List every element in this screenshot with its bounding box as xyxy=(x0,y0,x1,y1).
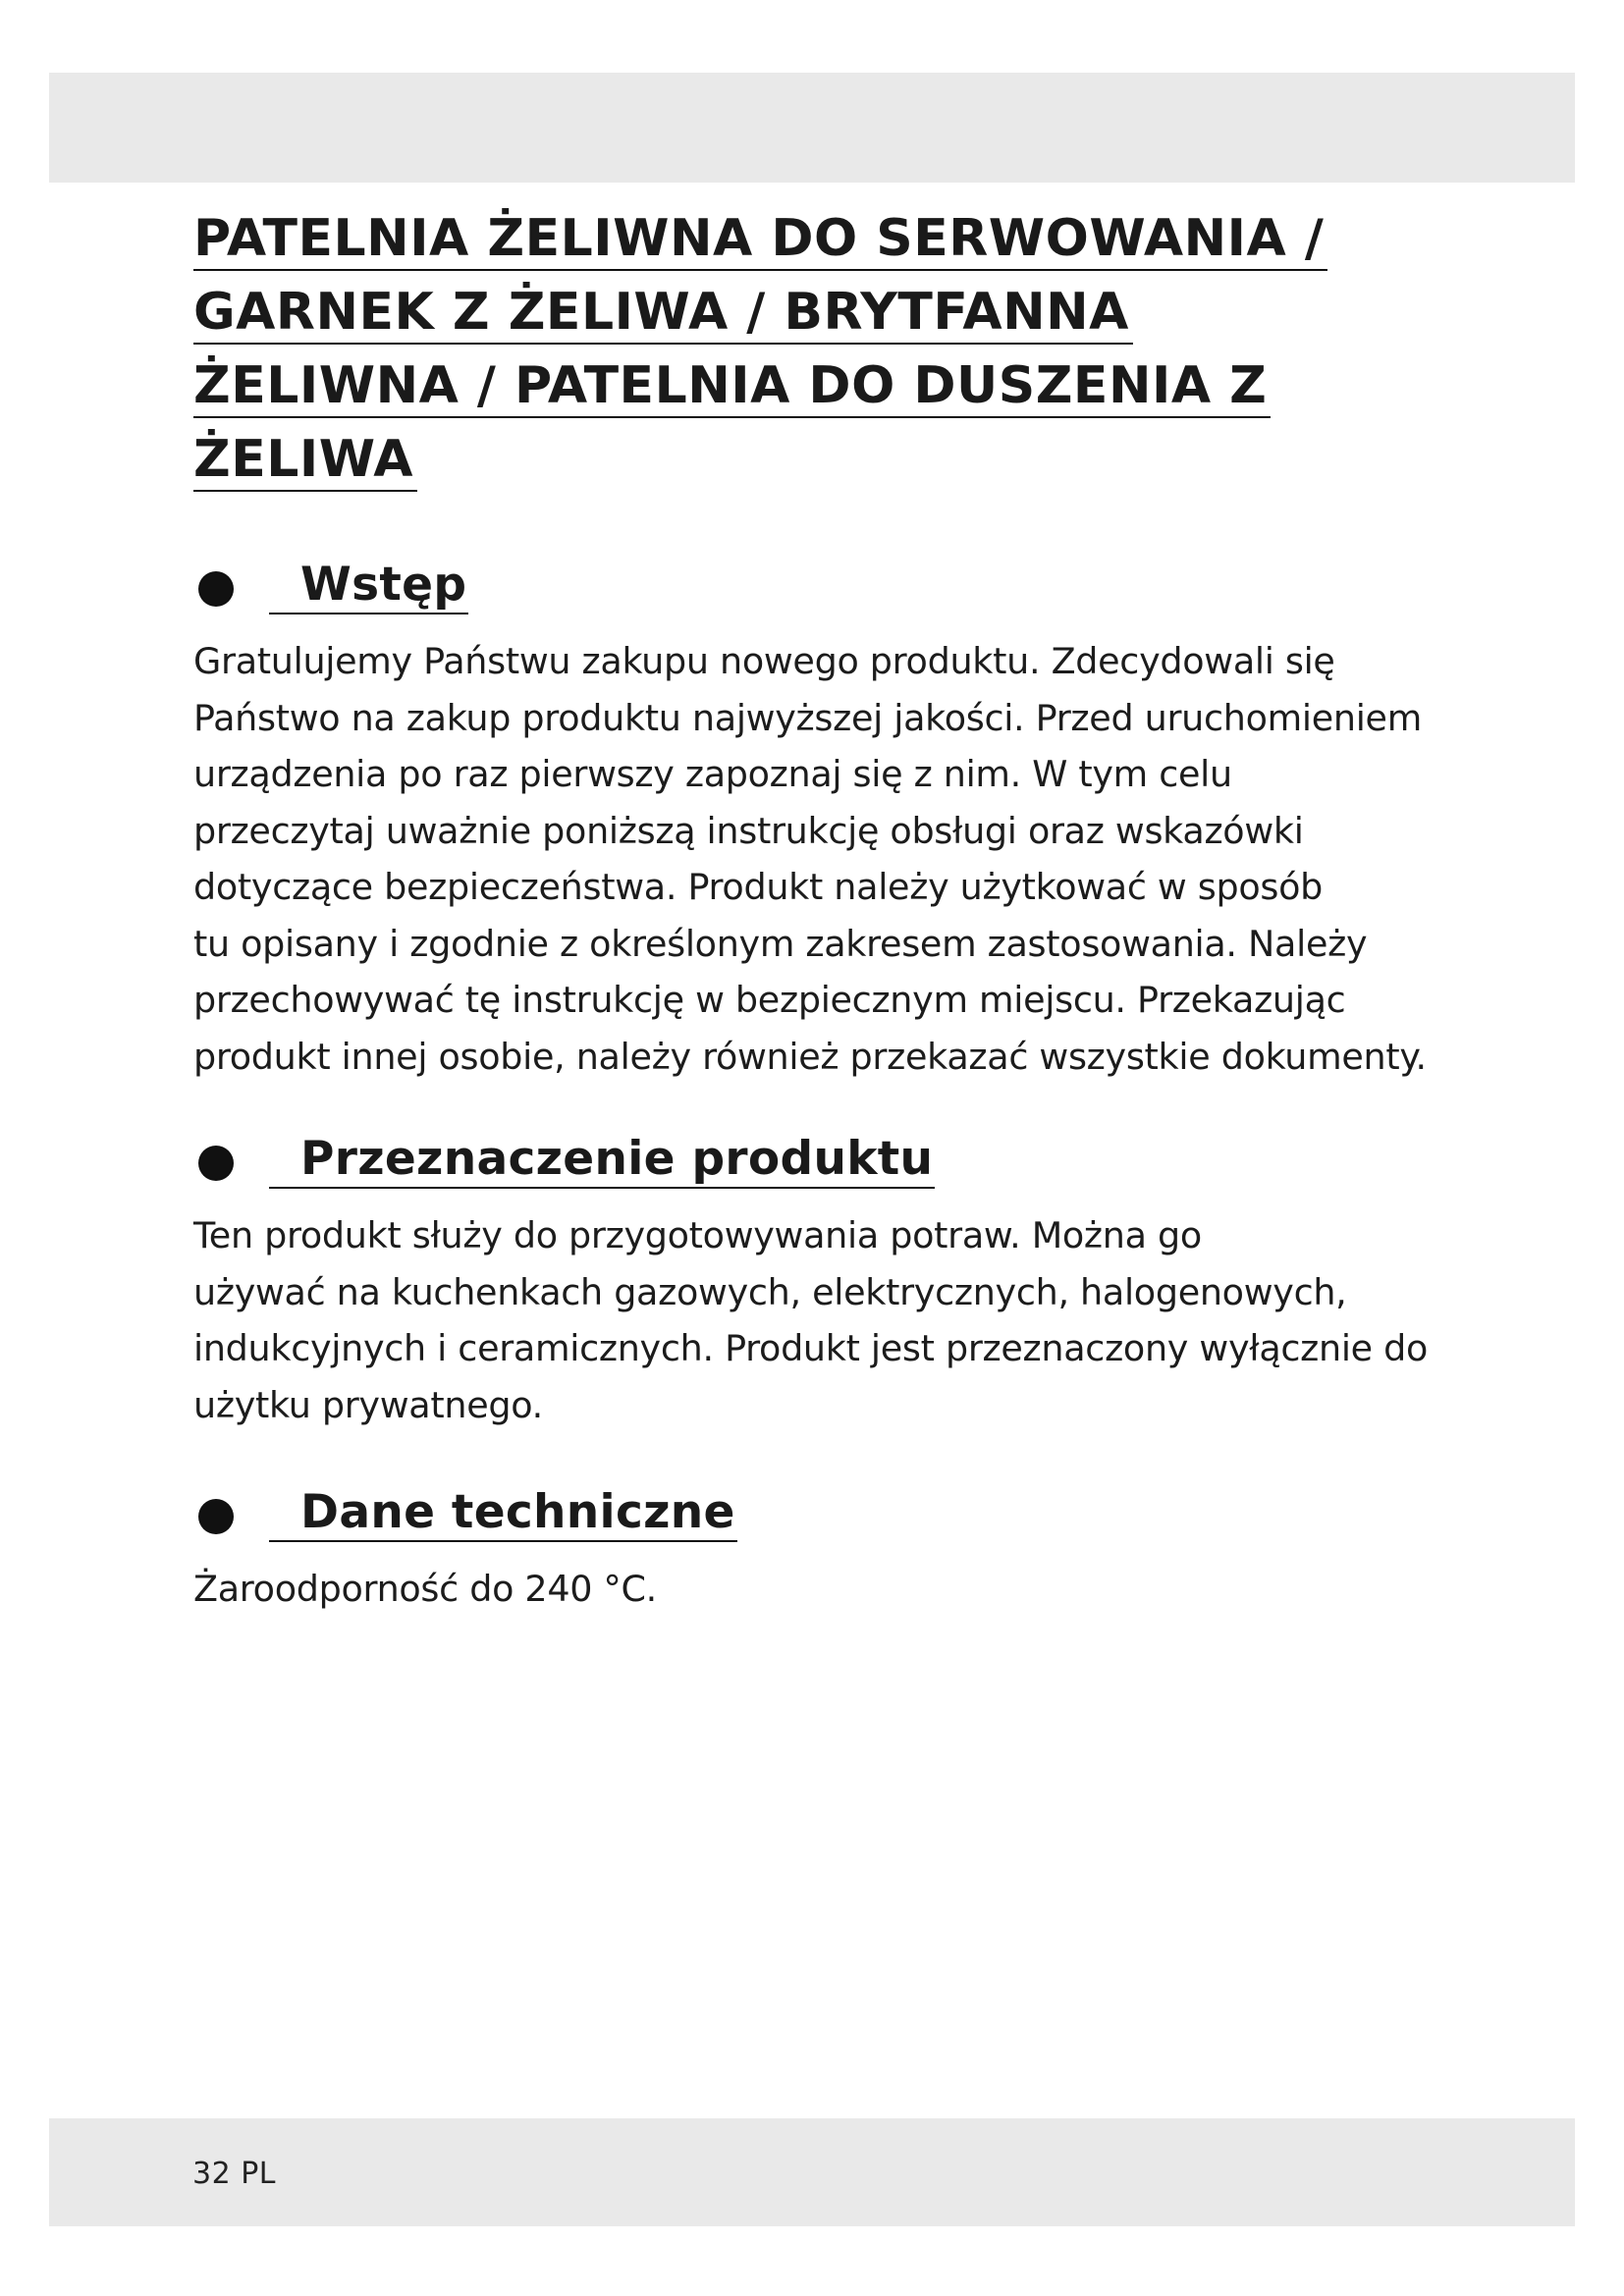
bullet-icon xyxy=(198,1499,234,1534)
section-header xyxy=(193,1131,1428,1190)
footer-band xyxy=(49,2118,1575,2226)
section-title-introduction: Wstęp xyxy=(269,558,468,614)
title-line-3: ŻELIWNA / PATELNIA DO DUSZENIA Z xyxy=(193,355,1271,418)
bullet-icon xyxy=(198,571,234,607)
section-title-intended-use: Przeznaczenie produktu xyxy=(269,1132,935,1189)
header-band xyxy=(49,73,1575,183)
section-header xyxy=(193,557,1427,615)
section-body-technical-data: Żaroodporność do 240 °C. xyxy=(193,1568,657,1610)
page-title xyxy=(193,208,1470,492)
title-line-2: GARNEK Z ŻELIWA / BRYTFANNA xyxy=(193,282,1133,345)
bullet-icon xyxy=(198,1146,234,1181)
title-line-4: ŻELIWA xyxy=(193,429,417,492)
section-body-intended-use: Ten produkt służy do przygotowywania potraw. Można go używać na kuchenkach gazowych, elektrycznych, halogenowych, indukcyjnych i ceramicznych. Produkt jest przeznaczony wyłącznie do użytku prywatnego. xyxy=(193,1214,1429,1426)
section-header xyxy=(193,1484,737,1543)
section-title-technical-data: Dane techniczne xyxy=(269,1485,737,1542)
section-intended-use xyxy=(193,1131,1428,1433)
page-content xyxy=(193,208,1470,1610)
section-technical-data xyxy=(193,1484,737,1618)
title-line-1: PATELNIA ŻELIWNA DO SERWOWANIA / xyxy=(193,208,1327,271)
section-introduction xyxy=(193,557,1427,1085)
page-number: 32 PL xyxy=(192,2157,277,2191)
section-body-introduction: Gratulujemy Państwu zakupu nowego produktu. Zdecydowali się Państwo na zakup produktu najwyższej jakości. Przed uruchomieniem urządzenia po raz pierwszy zapoznaj się z nim. W tym celu przeczytaj uważnie poniższą instrukcję obsługi oraz wskazówki dotyczące bezpieczeństwa. Produkt należy użytkować w sposób tu opisany i zgodnie z określonym zakresem zastosowania. Należy przechowywać tę instrukcję w bezpiecznym miejscu. Przekazując produkt innej osobie, należy również przekazać wszystkie dokumenty. xyxy=(193,640,1427,1078)
